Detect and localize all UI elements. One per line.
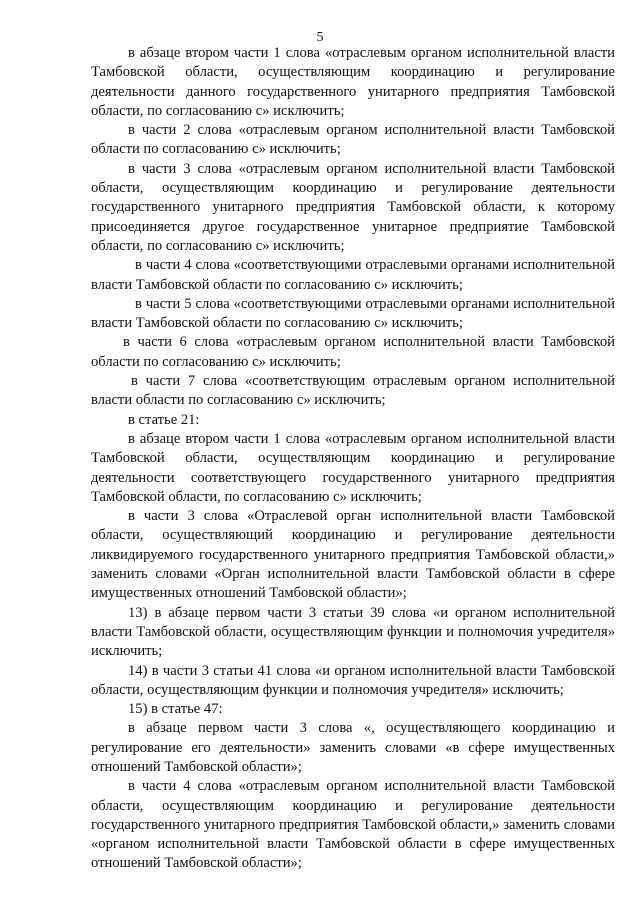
- paragraph-11: 13) в абзаце первом части 3 статьи 39 слова «и органом исполнительной власти Тамбовской области, осуществляющим функции и полномочия учредителя» исключить;: [91, 604, 615, 660]
- paragraph-15: в части 4 слова «отраслевым органом исполнительной власти Тамбовской области, осуществляющим координацию и регулирование деятельности государственного унитарного предприятия Тамбовской области,» заменить словами «органом исполнительной власти Тамбовской области в сфере имущественных отношений Тамбовской области»;: [91, 778, 615, 872]
- paragraph-9: в абзаце втором части 1 слова «отраслевым органом исполнительной власти Тамбовской области, осуществляющим координацию и регулирование деятельности соответствующего государственного унитарного предприятия Тамбовской области, по согласованию с» исключить;: [91, 430, 615, 505]
- paragraph-12: 14) в части 3 статьи 41 слова «и органом исполнительной власти Тамбовской области, осуществляющим функции и полномочия учредителя» исключить;: [91, 662, 615, 698]
- paragraph-8: в статье 21:: [128, 411, 200, 428]
- paragraph-1: в абзаце втором части 1 слова «отраслевым органом исполнительной власти Тамбовской области, осуществляющим координацию и регулирование деятельности данного государственного унитарного предприятия Тамбовской области, по согласованию с» исключить;: [91, 45, 615, 119]
- paragraph-14: в абзаце первом части 3 слова «, осуществляющего координацию и регулирование его деятельности» заменить словами «в сфере имущественных отношений Тамбовской области»;: [91, 720, 615, 775]
- paragraph-13: 15) в статье 47:: [128, 701, 223, 718]
- paragraph-10: в части 3 слова «Отраслевой орган исполнительной власти Тамбовской области, осуществляющий координацию и регулирование деятельности ликвидируемого государственного унитарного предприятия Тамбовской области,» заменить словами «Орган исполнительной власти Тамбовской области в сфере имущественных отношений Тамбовской области»;: [91, 508, 615, 602]
- document-body: [91, 44, 615, 874]
- page-number: 5: [316, 30, 324, 45]
- paragraph-2: в части 2 слова «отраслевым органом исполнительной власти Тамбовской области по согласованию с» исключить;: [91, 122, 615, 158]
- paragraph-6: в части 6 слова «отраслевым органом исполнительной власти Тамбовской области по согласованию с» исключить;: [91, 334, 615, 370]
- paragraph-7: в части 7 слова «соответствующим отраслевым органом исполнительной власти области по согласованию с» исключить;: [91, 373, 615, 409]
- paragraph-4: в части 4 слова «соответствующими отраслевыми органами исполнительной власти Тамбовской области по согласованию с» исключить;: [91, 257, 615, 293]
- paragraph-3: в части 3 слова «отраслевым органом исполнительной власти Тамбовской области, осуществляющим координацию и регулирование деятельности государственного унитарного предприятия Тамбовской области, к которому присоединяется другое государственное унитарное предприятие Тамбовской области, по согласованию с» исключить;: [91, 160, 615, 254]
- paragraph-5: в части 5 слова «соответствующими отраслевыми органами исполнительной власти Тамбовской области по согласованию с» исключить;: [91, 295, 615, 332]
